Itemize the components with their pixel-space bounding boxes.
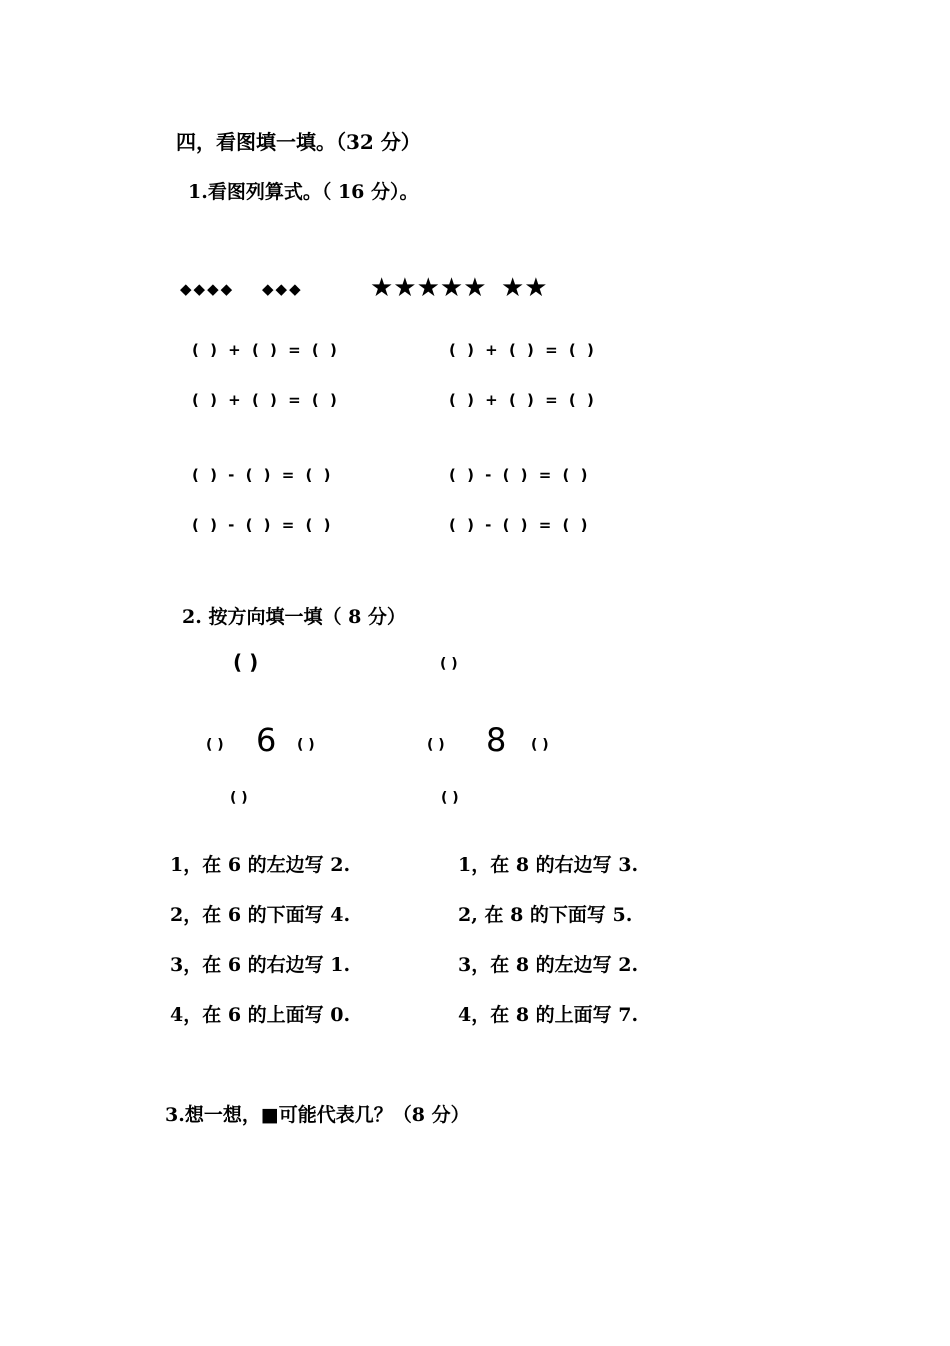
diamond-group-a: ◆◆◆◆ — [180, 280, 235, 298]
blank-right-of-6[interactable]: ( ) — [297, 737, 315, 753]
equation-right-2[interactable]: ( ) + ( ) = ( ) — [449, 391, 595, 409]
blank-left-of-6[interactable]: ( ) — [206, 737, 224, 753]
blank-right-of-8[interactable]: ( ) — [531, 737, 549, 753]
blank-below-8[interactable]: ( ) — [441, 790, 459, 806]
instruction-left-2: 2，在 6 的下面写 4. — [170, 904, 351, 926]
blank-below-6[interactable]: ( ) — [230, 790, 248, 806]
instruction-right-1: 1，在 8 的右边写 3. — [458, 854, 639, 876]
instruction-right-3: 3，在 8 的左边写 2. — [458, 954, 639, 976]
equation-left-2[interactable]: ( ) + ( ) = ( ) — [192, 391, 338, 409]
equation-left-4[interactable]: ( ) - ( ) = ( ) — [192, 516, 332, 534]
instruction-right-4: 4，在 8 的上面写 7. — [458, 1004, 639, 1026]
equation-right-4[interactable]: ( ) - ( ) = ( ) — [449, 516, 589, 534]
q3-title: 3.想一想，■可能代表几？（8 分） — [165, 1104, 470, 1126]
star-group-b: ★★ — [501, 273, 548, 303]
q2-title: 2. 按方向填一填（ 8 分） — [182, 606, 406, 628]
diamond-group-b: ◆◆◆ — [262, 280, 303, 298]
equation-right-1[interactable]: ( ) + ( ) = ( ) — [449, 341, 595, 359]
center-number-8: 8 — [486, 721, 507, 759]
instruction-left-3: 3，在 6 的右边写 1. — [170, 954, 351, 976]
blank-left-of-8[interactable]: ( ) — [427, 737, 445, 753]
blank-above-6[interactable]: ( ) — [233, 650, 259, 674]
equation-left-1[interactable]: ( ) + ( ) = ( ) — [192, 341, 338, 359]
instruction-left-4: 4，在 6 的上面写 0. — [170, 1004, 351, 1026]
instruction-right-2: 2, 在 8 的下面写 5. — [458, 904, 633, 926]
instruction-left-1: 1，在 6 的左边写 2. — [170, 854, 351, 876]
star-group-a: ★★★★★ — [370, 273, 487, 303]
q1-title: 1.看图列算式。（ 16 分）。 — [188, 181, 419, 203]
section-title: 四，看图填一填。（32 分） — [176, 130, 421, 154]
blank-above-8[interactable]: ( ) — [440, 656, 458, 672]
equation-right-3[interactable]: ( ) - ( ) = ( ) — [449, 466, 589, 484]
equation-left-3[interactable]: ( ) - ( ) = ( ) — [192, 466, 332, 484]
center-number-6: 6 — [256, 721, 277, 759]
